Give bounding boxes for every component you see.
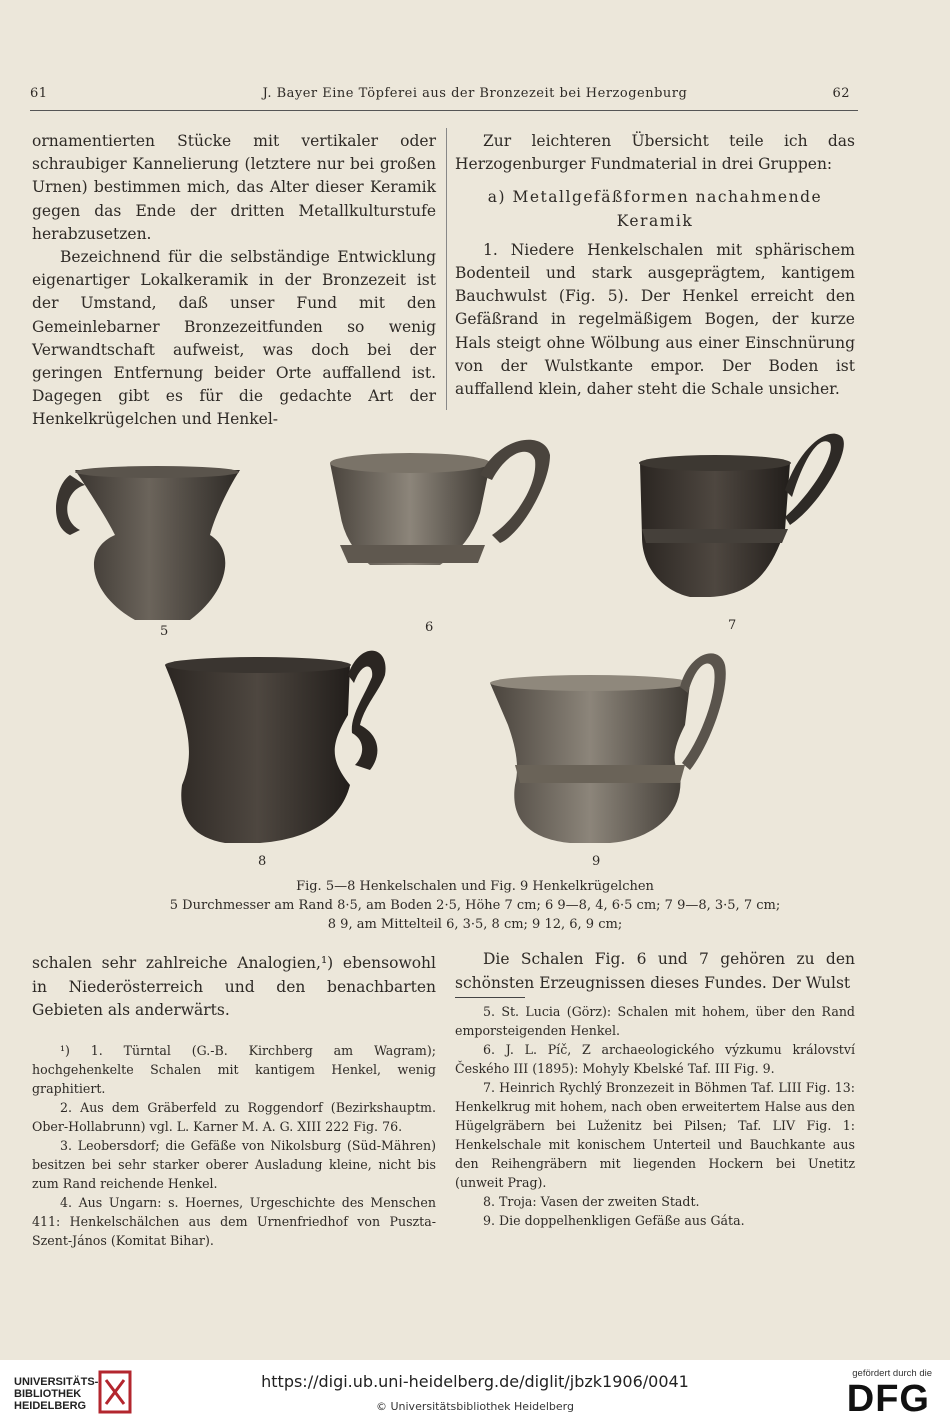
left-paragraph-2: Bezeichnend für die selbständige Entwicklung eigenartiger Lokalkeramik in der Bronzezeit ist der Umstand, daß unser Fund mit den Gemeinlebarner Bronzezeitfunden so wenig Verwandtschaft aufweist, was doch bei der geringen Entfernung beider Orte auffallend ist. Dagegen gibt es für die gedachte Art der Henkelkrügelchen und Henkel- <box>32 248 436 429</box>
vessel-5-photo <box>56 466 240 620</box>
lower-left-text: schalen sehr zahlreiche Analogien,¹) ebensowohl in Niederösterreich und den benachbarten Gebieten als anderwärts. <box>32 954 436 1019</box>
copyright-notice: © Universitätsbibliothek Heidelberg <box>375 1400 574 1413</box>
figure-caption-title: Fig. 5—8 Henkelschalen und Fig. 9 Henkelkrügelchen <box>296 879 654 894</box>
left-footnotes <box>32 1041 436 1250</box>
column-separator <box>446 128 447 410</box>
lower-right-text: Die Schalen Fig. 6 und 7 gehören zu den schönsten Erzeugnissen dieses Fundes. Der Wulst <box>455 950 855 992</box>
vessel-8-photo <box>165 651 386 843</box>
footnote-2: 2. Aus dem Gräberfeld zu Roggendorf (Bezirkshauptm. Ober-Hollabrunn) vgl. L. Karner M. A. G. XIII 222 Fig. 76. <box>32 1099 436 1134</box>
footnote-7: 7. Heinrich Rychlý Bronzezeit in Böhmen Taf. LIII Fig. 13: Henkelkrug mit hohem, nach oben erweitertem Halse aus den Hügelgräbern bei Luženitz bei Pilsen; Taf. LIV Fig. 1: Henkelschale mit konischem Unterteil und Bauchkante aus den Reihengräbern mit liegenden Hockern bei Unetitz (unweit Prag). <box>455 1080 855 1190</box>
label-6: 6 <box>425 620 434 635</box>
page-number-left: 61 <box>30 86 48 101</box>
vessel-7-photo <box>639 434 844 597</box>
label-7: 7 <box>728 618 737 633</box>
right-footnotes <box>455 1002 855 1230</box>
label-5: 5 <box>160 624 169 639</box>
footnote-9: 9. Die doppelhenkligen Gefäße aus Gáta. <box>483 1213 745 1228</box>
library-name: UNIVERSITÄTS- BIBLIOTHEK HEIDELBERG <box>14 1376 99 1412</box>
footnote-4: 4. Aus Ungarn: s. Hoernes, Urgeschichte des Menschen 411: Henkelschälchen aus dem Urnenfriedhof von Puszta-Szent-János (Komitat Bihar). <box>32 1194 436 1248</box>
left-column <box>32 130 436 432</box>
left-paragraph-1: ornamentierten Stücke mit vertikaler oder schraubiger Kannelierung (letztere nur bei großen Urnen) bestimmen mich, das Alter dieser Keramik gegen das Ende der dritten Metallkulturstufe herabzusetzen. <box>32 132 436 243</box>
right-paragraph-2: 1. Niedere Henkelschalen mit sphärischem Bodenteil und stark ausgeprägtem, kantigem Bauchwulst (Fig. 5). Der Henkel erreicht den Gefäßrand in regelmäßigem Bogen, der kurze Hals steigt ohne Wölbung aus einer Einschnürung von der Wulstkante empor. Der Boden ist auffallend klein, daher steht die Schale unsicher. <box>455 240 855 399</box>
lower-right-column <box>455 948 855 1230</box>
figure-caption-line-2: 8 9, am Mittelteil 6, 3·5, 8 cm; 9 12, 6, 9 cm; <box>327 917 623 932</box>
vessel-9-photo <box>490 653 726 843</box>
footer-bar <box>0 1360 950 1425</box>
vessel-6-photo <box>330 440 550 565</box>
label-9: 9 <box>592 854 601 865</box>
pottery-figure <box>30 425 860 865</box>
right-column <box>455 130 855 401</box>
lower-left-column <box>32 952 436 1250</box>
section-heading: a) Metallgefäßformen nachahmende Keramik <box>487 188 823 230</box>
figure-caption-line-1: 5 Durchmesser am Rand 8·5, am Boden 2·5, Höhe 7 cm; 6 9—8, 4, 6·5 cm; 7 9—8, 3·5, 7 cm; <box>169 898 781 913</box>
footnote-3: 3. Leobersdorf; die Gefäße von Nikolsburg (Süd-Mähren) besitzen bei sehr starker oberer Ausladung kleine, nicht bis zum Rand reichende Henkel. <box>32 1137 436 1191</box>
funding-note: gefördert durch die <box>852 1368 932 1379</box>
footnote-rule <box>455 997 525 998</box>
footnote-6: 6. J. L. Píč, Z archaeologického výzkumu království Českého III (1895): Mohyly Kbelské Taf. III Fig. 9. <box>455 1042 855 1076</box>
dfg-logo: DFG <box>846 1378 930 1420</box>
pottery-photographs <box>30 425 860 865</box>
footnote-8: 8. Troja: Vasen der zweiten Stadt. <box>483 1194 700 1209</box>
right-paragraph-1: Zur leichteren Übersicht teile ich das Herzogenburger Fundmaterial in drei Gruppen: <box>455 132 855 174</box>
permalink-url[interactable]: https://digi.ub.uni-heidelberg.de/diglit/jbzk1906/0041 <box>261 1372 689 1391</box>
header-rule <box>30 110 858 111</box>
footnote-1: ¹) 1. Türntal (G.-B. Kirchberg am Wagram); hochgehenkelte Schalen mit kantigem Henkel, wenig graphitiert. <box>32 1042 436 1096</box>
label-8: 8 <box>258 854 267 865</box>
running-title: J. Bayer Eine Töpferei aus der Bronzezeit bei Herzogenburg <box>262 86 688 101</box>
footnote-5: 5. St. Lucia (Görz): Schalen mit hohem, über den Rand emporsteigenden Henkel. <box>455 1004 855 1038</box>
page-number-right: 62 <box>832 86 850 101</box>
